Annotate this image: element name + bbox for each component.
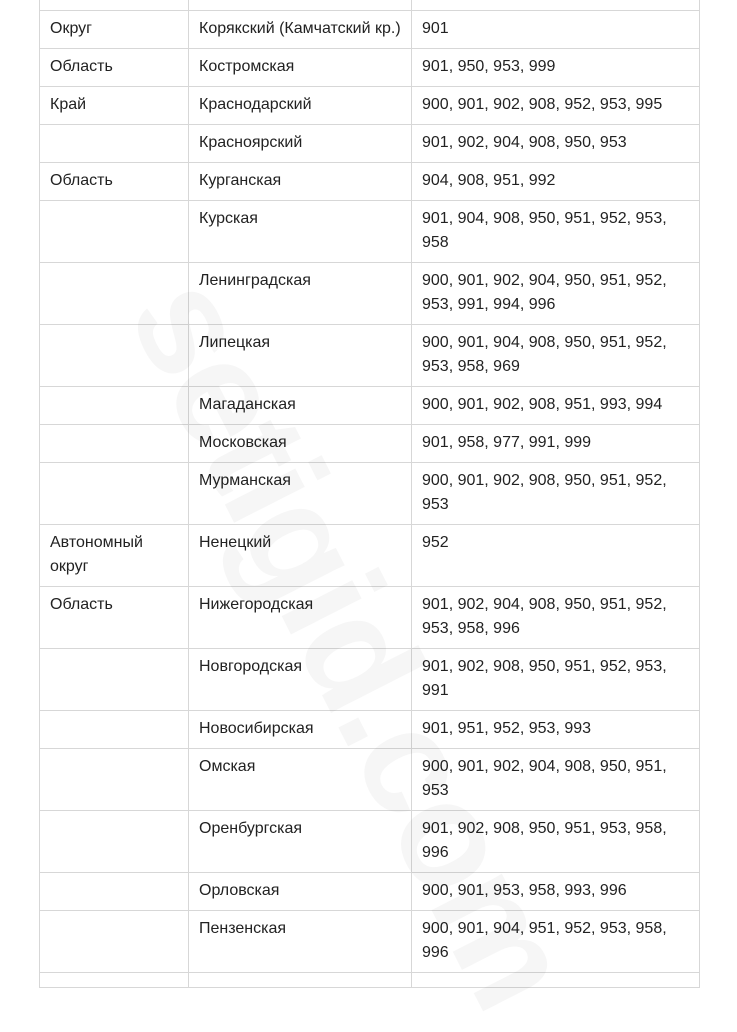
region-name-cell: Ненецкий: [189, 525, 412, 587]
table-row: [40, 749, 700, 811]
region-name-cell: Красноярский: [189, 125, 412, 163]
table-row: [40, 425, 700, 463]
region-name-cell: Мурманская: [189, 463, 412, 525]
region-name-cell: Костромская: [189, 49, 412, 87]
table-body: [40, 0, 700, 988]
region-type-cell: [40, 873, 189, 911]
operator-codes-cell: 901, 951, 952, 953, 993: [412, 711, 700, 749]
region-type-cell: [40, 811, 189, 873]
region-type-cell: Область: [40, 49, 189, 87]
operator-codes-cell: 900, 901, 904, 908, 950, 951, 952, 953, 958, 969: [412, 325, 700, 387]
table-row: [40, 387, 700, 425]
region-type-cell: [40, 201, 189, 263]
region-name-cell: Новосибирская: [189, 711, 412, 749]
region-name-cell: Липецкая: [189, 325, 412, 387]
operator-codes-cell: 901, 904, 908, 950, 951, 952, 953, 958: [412, 201, 700, 263]
operator-codes-cell: 900, 901, 902, 904, 950, 951, 952, 953, 991, 994, 996: [412, 263, 700, 325]
table-row: [40, 911, 700, 973]
table-cell-empty: [412, 973, 700, 988]
table-cell-empty: [40, 973, 189, 988]
region-type-cell: Край: [40, 87, 189, 125]
operator-codes-cell: 952: [412, 525, 700, 587]
operator-codes-cell: 900, 901, 953, 958, 993, 996: [412, 873, 700, 911]
region-type-cell: [40, 263, 189, 325]
operator-codes-cell: 900, 901, 902, 908, 950, 951, 952, 953: [412, 463, 700, 525]
region-name-cell: Корякский (Камчатский кр.): [189, 11, 412, 49]
operator-codes-cell: 900, 901, 902, 904, 908, 950, 951, 953: [412, 749, 700, 811]
table-cell-empty: [40, 0, 189, 11]
region-type-cell: [40, 125, 189, 163]
operator-codes-cell: 901, 958, 977, 991, 999: [412, 425, 700, 463]
region-name-cell: Магаданская: [189, 387, 412, 425]
region-codes-table: [39, 0, 700, 988]
operator-codes-cell: 904, 908, 951, 992: [412, 163, 700, 201]
table-cell-empty: [189, 0, 412, 11]
table-row: [40, 201, 700, 263]
table-row: [40, 163, 700, 201]
region-name-cell: Ленинградская: [189, 263, 412, 325]
operator-codes-cell: 901, 902, 908, 950, 951, 953, 958, 996: [412, 811, 700, 873]
region-name-cell: Курганская: [189, 163, 412, 201]
region-name-cell: Омская: [189, 749, 412, 811]
table-row: [40, 11, 700, 49]
table-row: [40, 525, 700, 587]
region-type-cell: [40, 749, 189, 811]
table-row: [40, 711, 700, 749]
region-name-cell: Нижегородская: [189, 587, 412, 649]
table-cell-empty: [189, 973, 412, 988]
table-row: [40, 325, 700, 387]
table-row: [40, 125, 700, 163]
region-type-cell: [40, 711, 189, 749]
table-row-partial-top: [40, 0, 700, 11]
region-name-cell: Новгородская: [189, 649, 412, 711]
region-type-cell: [40, 463, 189, 525]
region-name-cell: Московская: [189, 425, 412, 463]
region-type-cell: Автономный округ: [40, 525, 189, 587]
table-row: [40, 649, 700, 711]
table-row: [40, 873, 700, 911]
operator-codes-cell: 901, 902, 904, 908, 950, 953: [412, 125, 700, 163]
table-row: [40, 263, 700, 325]
table-row: [40, 87, 700, 125]
operator-codes-cell: 900, 901, 902, 908, 952, 953, 995: [412, 87, 700, 125]
region-name-cell: Орловская: [189, 873, 412, 911]
operator-codes-cell: 901: [412, 11, 700, 49]
region-name-cell: Курская: [189, 201, 412, 263]
region-codes-table-wrapper: [39, 0, 699, 988]
operator-codes-cell: 900, 901, 902, 908, 951, 993, 994: [412, 387, 700, 425]
region-type-cell: [40, 649, 189, 711]
table-row: [40, 49, 700, 87]
region-type-cell: Область: [40, 163, 189, 201]
table-row-partial-bottom: [40, 973, 700, 988]
region-type-cell: Область: [40, 587, 189, 649]
table-cell-empty: [412, 0, 700, 11]
region-type-cell: [40, 425, 189, 463]
operator-codes-cell: 901, 902, 908, 950, 951, 952, 953, 991: [412, 649, 700, 711]
region-name-cell: Оренбургская: [189, 811, 412, 873]
operator-codes-cell: 901, 950, 953, 999: [412, 49, 700, 87]
region-type-cell: [40, 911, 189, 973]
table-row: [40, 587, 700, 649]
operator-codes-cell: 901, 902, 904, 908, 950, 951, 952, 953, 958, 996: [412, 587, 700, 649]
region-name-cell: Пензенская: [189, 911, 412, 973]
region-name-cell: Краснодарский: [189, 87, 412, 125]
table-row: [40, 463, 700, 525]
table-row: [40, 811, 700, 873]
operator-codes-cell: 900, 901, 904, 951, 952, 953, 958, 996: [412, 911, 700, 973]
region-type-cell: Округ: [40, 11, 189, 49]
region-type-cell: [40, 325, 189, 387]
region-type-cell: [40, 387, 189, 425]
